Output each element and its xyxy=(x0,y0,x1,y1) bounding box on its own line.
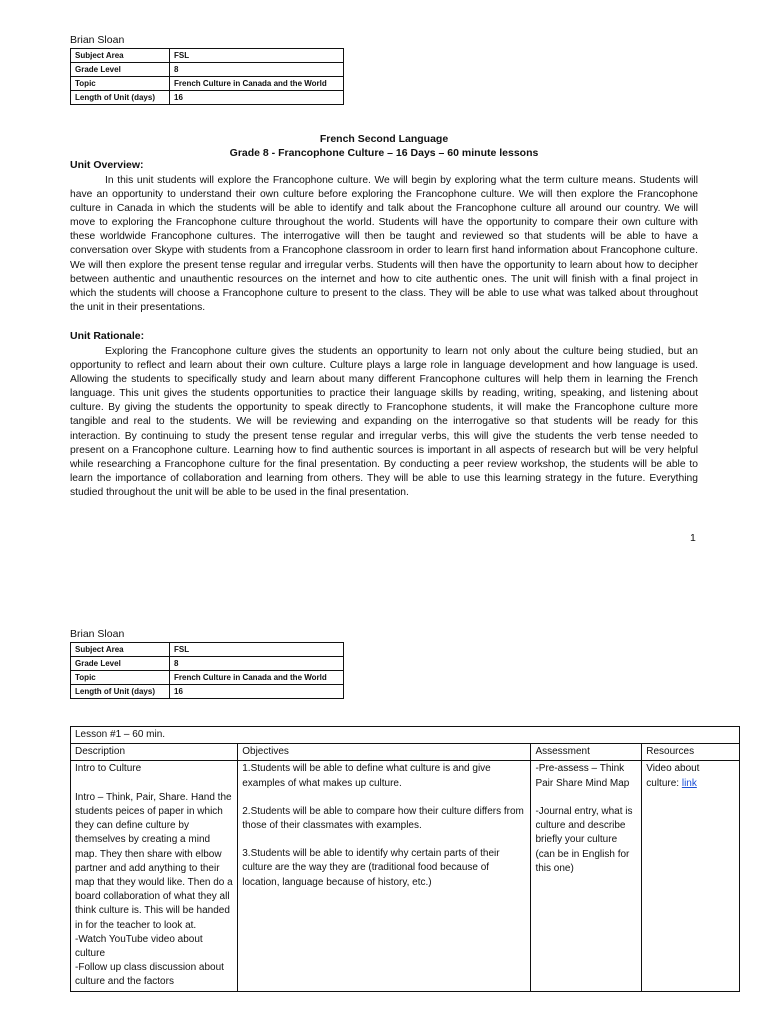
document-title: French Second Language xyxy=(319,133,449,145)
lesson-header-row xyxy=(71,744,740,761)
column-header-objectives: Objectives xyxy=(238,744,531,761)
author-name: Brian Sloan xyxy=(70,34,125,46)
info-value: 8 xyxy=(170,657,344,671)
info-label: Subject Area xyxy=(71,643,170,657)
objective-item: 3.Students will be able to identify why certain parts of their culture are the way they are (traditional food because of location, language because of history, etc.) xyxy=(242,848,500,888)
info-row-length xyxy=(71,91,344,105)
info-value: French Culture in Canada and the World xyxy=(170,671,344,685)
column-header-assessment: Assessment xyxy=(531,744,642,761)
page-number: 1 xyxy=(690,532,696,544)
info-value: French Culture in Canada and the World xyxy=(170,77,344,91)
column-header-description: Description xyxy=(71,744,238,761)
objectives-cell xyxy=(238,761,531,991)
info-label: Topic xyxy=(71,671,170,685)
unit-info-table xyxy=(70,48,344,105)
lesson-title-row xyxy=(71,727,740,744)
column-header-resources: Resources xyxy=(642,744,740,761)
info-label: Grade Level xyxy=(71,63,170,77)
info-value: FSL xyxy=(170,49,344,63)
author-name: Brian Sloan xyxy=(70,628,125,640)
info-label: Subject Area xyxy=(71,49,170,63)
info-row-length xyxy=(71,685,344,699)
resources-text: Video about culture: xyxy=(646,763,700,789)
objective-item: 2.Students will be able to compare how their culture differs from those of their classmates with examples. xyxy=(242,805,524,832)
video-link[interactable]: link xyxy=(681,777,697,789)
info-value: FSL xyxy=(170,643,344,657)
rationale-heading: Unit Rationale: xyxy=(70,330,145,342)
overview-paragraph: In this unit students will explore the Francophone culture. We will begin by exploring what the term culture means. Students will have an opportunity to understand their own culture before exploring the Francophone culture. We will then explore the Francophone culture in Canada in which the students will be able to identify and talk about the Francophone culture all around our country. We will move to exploring the Francophone culture throughout the world. Students will have the opportunity to compare their own culture with these worldwide Francophone cultures. The interrogative will then be taught and reviewed so that students will be able to have a conversation over Skype with students from a Francophone classroom in order to learn first hand information about Francophone culture. We will then explore the present tense regular and irregular verbs. Students will then have the opportunity to learn about how to decipher between authentic and unauthentic resources on the internet and how to cite authentic ones. The unit will finish with a final project in which the students will choose a Francophone culture to present to the class. They will be able to use what was talked about throughout the unit in their presentations. xyxy=(70,175,698,313)
info-row-grade xyxy=(71,657,344,671)
lesson-description: Intro to Culture Intro – Think, Pair, Share. Hand the students peices of paper in which they can define culture by themselves by creating a mind map. They then share with elbow partner and add anything to their map that they would like. Then do a board collaboration of what they all think culture is. This will be handed in for the teacher to look at. -Watch YouTube video about culture -Follow up class discussion about culture and the factors xyxy=(75,763,233,988)
info-row-subject xyxy=(71,643,344,657)
info-value: 16 xyxy=(170,91,344,105)
overview-heading: Unit Overview: xyxy=(70,159,144,171)
lesson-title: Lesson #1 – 60 min. xyxy=(71,727,740,744)
document-subtitle: Grade 8 - Francophone Culture – 16 Days – 60 minute lessons xyxy=(229,147,539,159)
description-cell xyxy=(71,761,238,991)
objective-item: 1.Students will be able to define what culture is and give examples of what makes up culture. xyxy=(242,763,491,789)
info-row-topic xyxy=(71,77,344,91)
lesson-content-row xyxy=(71,761,740,991)
unit-info-table xyxy=(70,642,344,699)
resources-cell xyxy=(642,761,740,991)
info-label: Length of Unit (days) xyxy=(71,91,170,105)
info-row-grade xyxy=(71,63,344,77)
info-label: Topic xyxy=(71,77,170,91)
rationale-paragraph: Exploring the Francophone culture gives the students an opportunity to learn not only about the culture being studied, but an opportunity to reflect and learn about their own culture. Culture plays a large role in language development and how language is used. Allowing the students to specifically study and learn about many different Francophone cultures will help them in learning the French language. This unit gives the students opportunities to practice their language skills by reading, writing, speaking, and listening about culture. By giving the students the opportunity to speak directly to Francophone students, it will make the Francophone culture more tangible and real to the students. We will be reviewing and expanding on the interrogative so that students will be ready for this interaction. By continuing to study the present tense regular and irregular verbs, this will give the students the verb tense needed to present on a Francophone culture. Learning how to find authentic sources is important in all aspects of research but will be very helpful while researching a Francophone culture for the final presentation. By conducting a peer review workshop, the students will be able to learn the importance of collaboration and learning from others. They will be able to use this learning strategy in the future. Everything studied throughout the unit will be able to be used in the final presentation. xyxy=(70,346,698,498)
info-label: Grade Level xyxy=(71,657,170,671)
lesson-assessment: -Pre-assess – Think Pair Share Mind Map -Journal entry, what is culture and describe briefly your culture (can be in English for this one) xyxy=(535,763,633,874)
info-value: 16 xyxy=(170,685,344,699)
info-row-subject xyxy=(71,49,344,63)
info-value: 8 xyxy=(170,63,344,77)
document-page-2 xyxy=(0,590,768,1024)
assessment-cell xyxy=(531,761,642,991)
info-label: Length of Unit (days) xyxy=(71,685,170,699)
lesson-table xyxy=(70,726,740,992)
info-row-topic xyxy=(71,671,344,685)
